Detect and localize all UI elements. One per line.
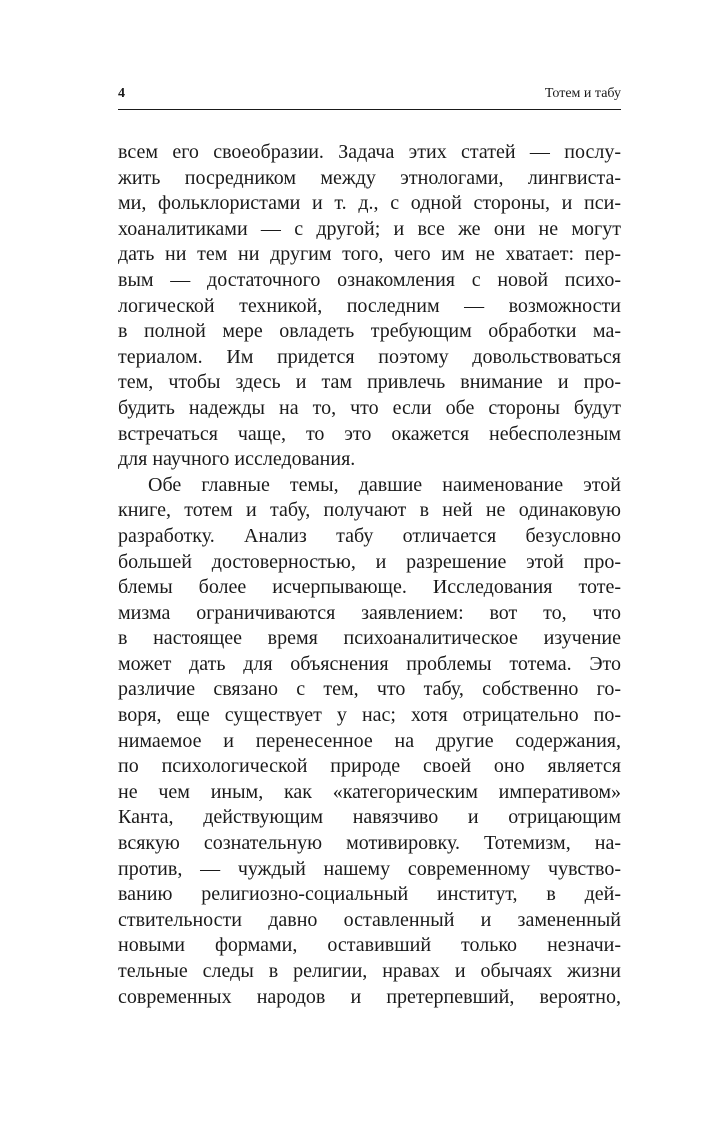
text-line: Обе главные темы, давшие наименование этой [148, 473, 621, 496]
text-line: различие связано с тем, что табу, собственно го- [118, 678, 621, 701]
text-line: блемы более исчерпывающе. Исследования тоте- [118, 576, 621, 599]
text-line: по психологической природе своей оно является [118, 755, 621, 778]
text-line: большей достоверностью, и разрешение этой про- [118, 550, 621, 573]
text-line: встречаться чаще, то это окажется небесполезным [118, 422, 621, 445]
text-line: ванию религиозно-социальный институт, в дей- [118, 883, 621, 906]
text-line: тем, чтобы здесь и там привлечь внимание и про- [118, 371, 621, 394]
text-line: воря, еще существует у нас; хотя отрицательно по- [118, 704, 621, 727]
text-line: книге, тотем и табу, получают в ней не одинаковую [118, 499, 621, 522]
text-line: современных народов и претерпевший, вероятно, [118, 985, 621, 1008]
body-text [118, 140, 621, 1010]
text-line: дать ни тем ни другим того, чего им не хватает: пер- [118, 243, 621, 266]
text-line: новыми формами, оставивший только незначи- [118, 934, 621, 957]
text-line: ми, фольклористами и т. д., с одной стороны, и пси- [118, 192, 621, 215]
text-line: будить надежды на то, что если обе стороны будут [118, 396, 621, 419]
text-line: териалом. Им придется поэтому довольствоваться [118, 345, 621, 368]
text-line: против, — чуждый нашему современному чувство- [118, 857, 621, 880]
text-line: логической техникой, последним — возможности [118, 294, 621, 317]
paragraph-2 [118, 473, 621, 1010]
page-number: 4 [118, 86, 125, 101]
text-line: жить посредником между этнологами, лингвиста- [118, 166, 621, 189]
header-rule [118, 109, 621, 110]
running-head [118, 86, 621, 106]
text-line: вым — достаточного ознакомления с новой психо- [118, 268, 621, 291]
text-line: мизма ограничиваются заявлением: вот то, что [118, 601, 621, 624]
text-line: в полной мере овладеть требующим обработки ма- [118, 320, 621, 343]
text-line: тельные следы в религии, нравах и обычаях жизни [118, 960, 621, 982]
text-line: для научного исследования. [118, 448, 356, 471]
text-line: ствительности давно оставленный и замененный [118, 908, 621, 931]
text-line: хоаналитиками — с другой; и все же они не могут [118, 217, 621, 240]
text-line: разработку. Анализ табу отличается безусловно [118, 524, 621, 547]
text-line: не чем иным, как «категорическим императивом» [118, 780, 621, 803]
text-line: в настоящее время психоаналитическое изучение [118, 627, 621, 650]
book-title: Тотем и табу [544, 86, 621, 101]
text-line: всем его своеобразии. Задача этих статей — послу- [118, 141, 621, 163]
text-line: Канта, действующим навязчиво и отрицающим [118, 806, 621, 829]
text-line: нимаемое и перенесенное на другие содержания, [118, 729, 621, 752]
paragraph-1 [118, 140, 621, 473]
text-line: может дать для объяснения проблемы тотема. Это [118, 652, 621, 675]
text-line: всякую сознательную мотивировку. Тотемизм, на- [118, 832, 621, 855]
